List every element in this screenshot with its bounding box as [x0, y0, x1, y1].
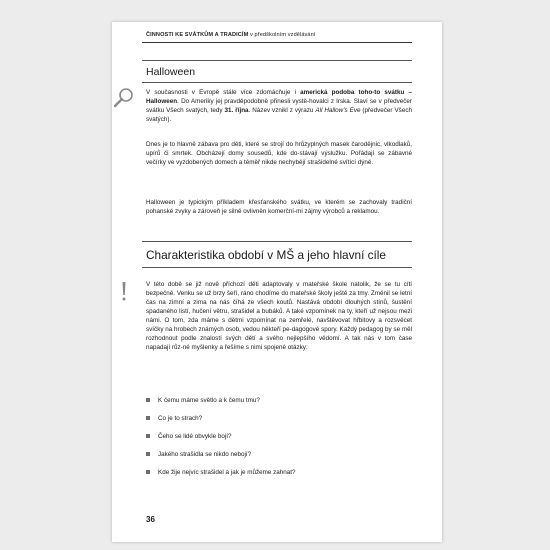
p1-italic-eve: All Hallow’s Eve: [315, 107, 361, 114]
paragraph-christian: Halloween je typickým příkladem křesťanského svátku, ve kterém se zachovaly tradiční pohanské zvyky a zároveň je silně ovlivněn komerční-mi zájmy výrobců a reklamou.: [146, 199, 412, 215]
running-header: [146, 32, 316, 38]
section-title-characteristics: Charakteristika období v MŠ a jeho hlavní cíle: [146, 248, 386, 262]
bullet-square-icon: [146, 398, 150, 402]
p1-text-g: (předvečer Všech svatých).: [146, 107, 412, 123]
paragraph-intro: [146, 88, 412, 124]
list-item-text: K čemu máme světlo a k čemu tmu?: [158, 397, 260, 404]
page-number: 36: [146, 515, 155, 524]
list-item-text: Co je to strach?: [158, 415, 203, 422]
section-rule-top: [142, 60, 412, 61]
p1-text-c: . Do Ameriky jej pravděpodobně přinesli vystě-hovalci z Irska. Slaví se v předvečer svátku Všech svatých, tedy: [146, 98, 412, 114]
list-item-text: Jakého strašidla se nikdo nebojí?: [158, 451, 252, 458]
section-rule-bottom: [142, 82, 412, 83]
bullet-square-icon: [146, 452, 150, 456]
magnifier-icon: [112, 86, 136, 110]
list-item: [146, 432, 412, 450]
paragraph-period: V této době se již nově příchozí děti adaptovaly v mateřské škole natolik, že se tu cítí bezpečně. Venku se už brzy šeří, ráno chodíme do mateřské školy ještě za tmy. Změnil se letní čas na zimní a zima na nás číhá ze všech koutů. Nastává období dlouhých stínů, šustění spadaného listí, hučení větru, strašidel a bubáků. A také vzpomínek na ty, kteří už nejsou mezi námi. O tom, zda máme s dětmi vzpomínat na zemřelé, navštěvovat hřbitovy a rozsvěcet svíčky na hrobech známých osob, vedou někteří pe-dagogové spory. Každý pedagog by se měl rozhodnout podle znalostí svých dětí a svého nejlepšího vědomí. A tak nás v tom čase napadají růz-né myšlenky a řešíme s nimi spojené otázky:: [146, 281, 412, 351]
header-rest: v předškolním vzdělávání: [248, 32, 316, 38]
question-list: [146, 396, 412, 486]
list-item: [146, 450, 412, 468]
list-item-text: Kde žije nejvíc strašidel a jak je můžeme zahnat?: [158, 469, 296, 476]
p1-text-a: V současnosti v Evropě stále více zdomácňuje i: [146, 89, 301, 96]
p1-bold-date: 31. října: [224, 107, 249, 114]
header-bold: ČINNOSTI KE SVÁTKŮM A TRADICÍM: [146, 32, 249, 38]
list-item-text: Čeho se lidé obvykle bojí?: [158, 433, 232, 440]
list-item: [146, 468, 412, 486]
list-item: [146, 414, 412, 432]
section2-rule-top: [142, 241, 412, 242]
book-page: [112, 22, 442, 542]
p1-text-e: . Název vznikl z výrazu: [248, 107, 316, 114]
bullet-square-icon: [146, 434, 150, 438]
section2-rule-bottom: [142, 267, 412, 268]
bullet-square-icon: [146, 470, 150, 474]
p1-bold-halloween: americká podoba toho-to svátku – Halloween: [146, 89, 413, 105]
header-rule: [142, 42, 412, 43]
list-item: [146, 396, 412, 414]
paragraph-fun: Dnes je to hlavně zábava pro děti, které se strojí do hrůzyplných masek čarodějnic, vlkodlaků, upírů či smrtek. Obcházejí domy sousedů, kde do-stávají výslužku. Pořádají se zábavné večírky ve vyzdobených domech a téměř nikde nechybějí strašidelné svítící dýně.: [146, 141, 412, 166]
bullet-square-icon: [146, 416, 150, 420]
exclamation-icon: [118, 280, 130, 304]
section-title-halloween: Halloween: [146, 66, 196, 78]
